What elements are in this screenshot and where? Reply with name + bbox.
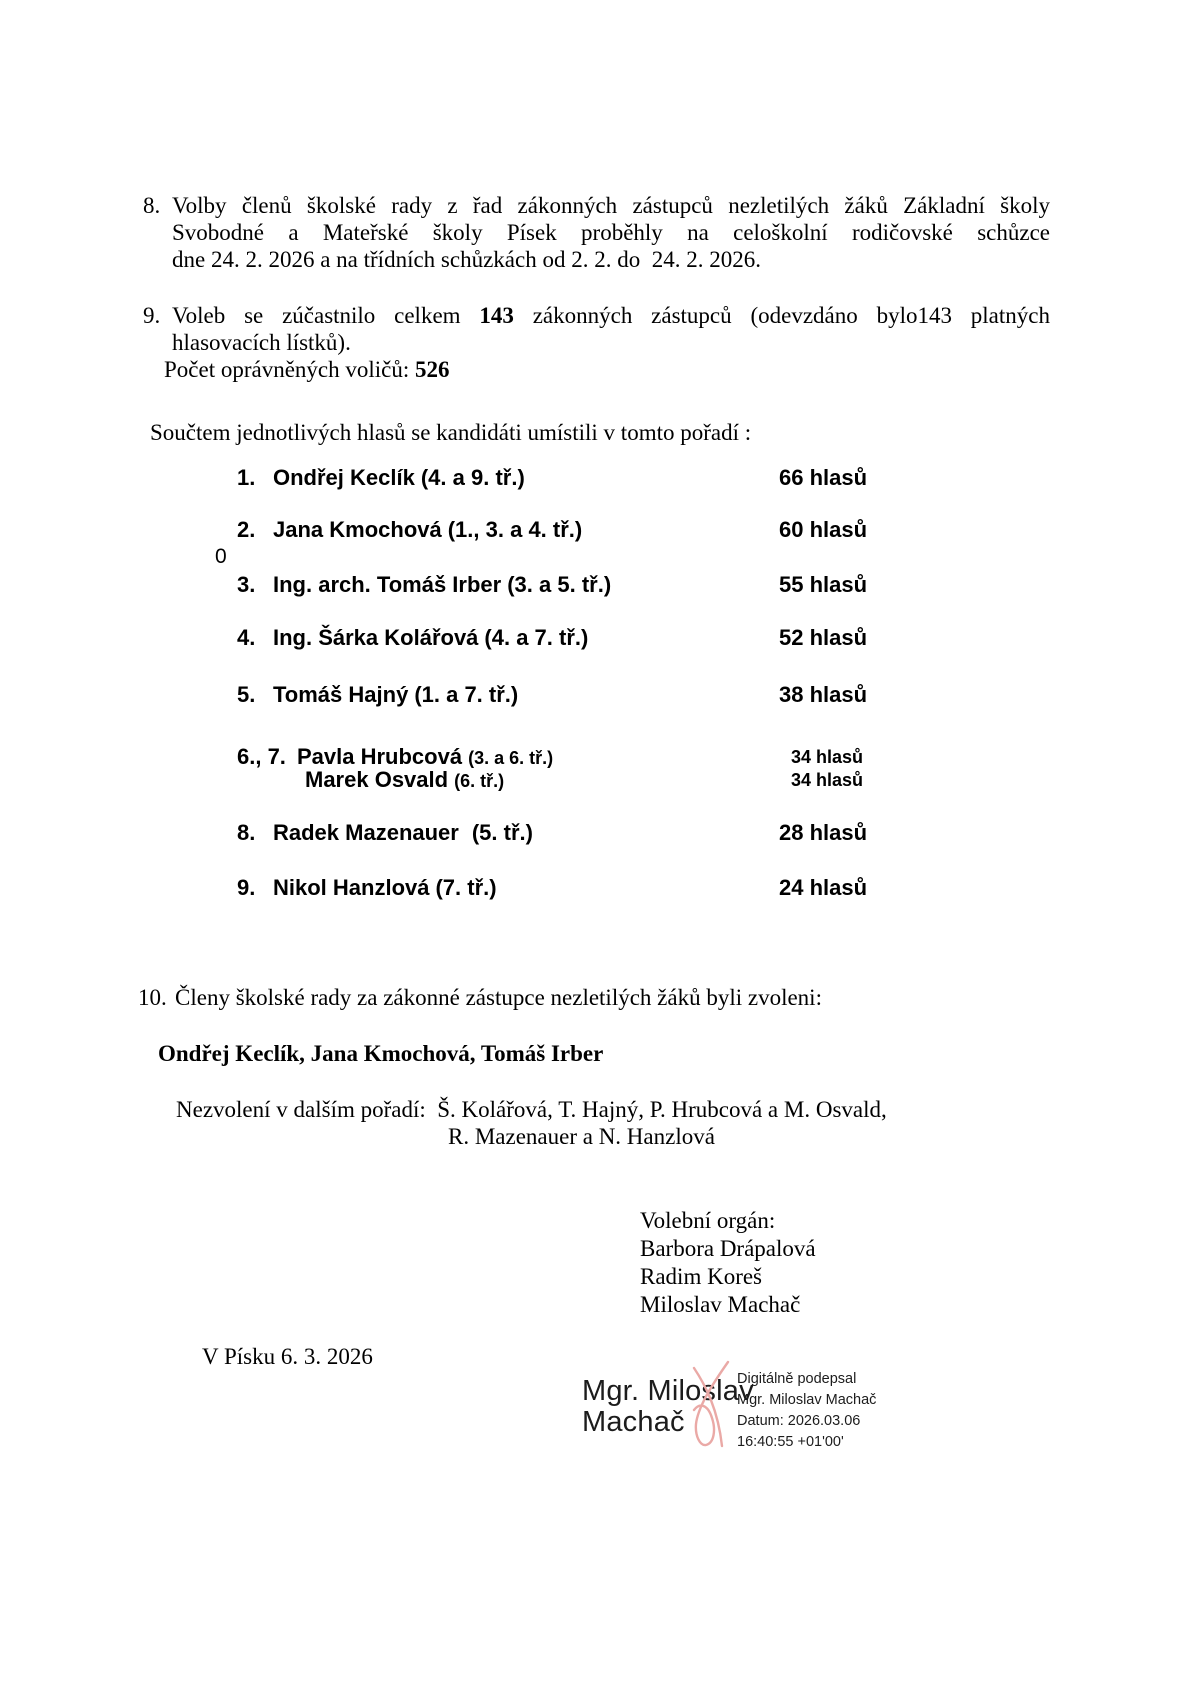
candidate-name: Nikol Hanzlová bbox=[273, 875, 430, 900]
result-name-and-class bbox=[273, 682, 518, 708]
result-row bbox=[0, 682, 1190, 712]
result-name-and-class bbox=[273, 820, 533, 846]
candidate-classes: (5. tř.) bbox=[471, 820, 533, 845]
result-row bbox=[0, 820, 1190, 850]
result-row bbox=[0, 625, 1190, 655]
candidate-name: Pavla Hrubcová bbox=[297, 744, 463, 769]
signature-flourish-icon bbox=[684, 1358, 736, 1450]
item9-paragraph bbox=[164, 302, 1050, 383]
result-rank: 6., 7. bbox=[237, 744, 286, 769]
item8-line3: dne 24. 2. 2026 a na třídních schůzkách od 2. 2. do 24. 2. 2026. bbox=[172, 247, 761, 272]
candidate-classes: (1., 3. a 4. tř.) bbox=[447, 517, 583, 542]
result-row bbox=[0, 465, 1190, 495]
result-row bbox=[0, 767, 1190, 797]
item8-line1: Volby členů školské rady z řad zákonných zástupců nezletilých žáků Základní školy bbox=[172, 193, 1050, 218]
item8-line2: Svobodné a Mateřské školy Písek proběhly na celoškolní rodičovské schůzce bbox=[172, 220, 1050, 245]
result-rank: 2. bbox=[237, 517, 256, 542]
signature-detail-line: Mgr. Miloslav Machač bbox=[737, 1392, 877, 1408]
item9-line3 bbox=[164, 356, 1050, 383]
candidate-classes: (1. a 7. tř.) bbox=[414, 682, 519, 707]
candidate-classes: (7. tř.) bbox=[435, 875, 497, 900]
item10-number: 10. bbox=[138, 985, 167, 1010]
result-name-and-class bbox=[305, 767, 504, 793]
result-name-and-class bbox=[273, 625, 588, 651]
committee-member: Barbora Drápalová bbox=[640, 1236, 816, 1261]
item8-number: 8. bbox=[143, 193, 161, 218]
result-name-and-class bbox=[273, 517, 582, 543]
item9-number: 9. bbox=[143, 303, 161, 328]
committee-label: Volební orgán: bbox=[640, 1208, 776, 1233]
signature-name-line2: Machač bbox=[582, 1406, 685, 1438]
signature-detail-line: Datum: 2026.03.06 bbox=[737, 1413, 861, 1429]
eligible-voters-count: 526 bbox=[415, 357, 450, 382]
signature-name-line1: Mgr. Miloslav bbox=[582, 1375, 754, 1407]
result-rank: 9. bbox=[237, 875, 256, 900]
result-row bbox=[0, 517, 1190, 547]
candidate-name: Ing. Šárka Kolářová bbox=[273, 625, 479, 650]
item10-text: Členy školské rady za zákonné zástupce nezletilých žáků byli zvoleni: bbox=[175, 985, 822, 1010]
item9-line2: hlasovacích lístků). bbox=[172, 330, 351, 355]
committee-member: Miloslav Machač bbox=[640, 1292, 801, 1317]
committee-member: Radim Koreš bbox=[640, 1264, 763, 1289]
not-elected-line2: R. Mazenauer a N. Hanzlová bbox=[448, 1124, 715, 1149]
signature-detail-line: Digitálně podepsal bbox=[737, 1371, 857, 1387]
result-rank: 1. bbox=[237, 465, 256, 490]
result-name-and-class bbox=[273, 572, 611, 598]
signature-detail-line: 16:40:55 +01'00' bbox=[737, 1434, 844, 1450]
election-committee bbox=[640, 1207, 816, 1319]
candidate-classes: (4. a 9. tř.) bbox=[420, 465, 525, 490]
result-rank: 5. bbox=[237, 682, 256, 707]
candidate-classes: (6. tř.) bbox=[454, 771, 505, 791]
item9-line1-post: zákonných zástupců (odevzdáno bylo143 platných bbox=[513, 303, 1050, 328]
place-date: V Písku 6. 3. 2026 bbox=[202, 1344, 373, 1369]
item8-paragraph bbox=[172, 192, 1050, 273]
result-votes: 66 hlasů bbox=[779, 465, 868, 490]
result-name-and-class bbox=[273, 875, 497, 901]
not-elected-line1: Nezvolení v dalším pořadí: Š. Kolářová, T. Hajný, P. Hrubcová a M. Osvald, bbox=[176, 1097, 887, 1122]
results-intro: Součtem jednotlivých hlasů se kandidáti umístili v tomto pořadí : bbox=[150, 420, 752, 445]
candidate-classes: (3. a 5. tř.) bbox=[507, 572, 612, 597]
result-votes: 24 hlasů bbox=[779, 875, 868, 900]
result-votes: 55 hlasů bbox=[779, 572, 868, 597]
result-row bbox=[0, 572, 1190, 602]
eligible-voters-label: Počet oprávněných voličů: bbox=[164, 357, 416, 382]
result-votes: 38 hlasů bbox=[779, 682, 868, 707]
result-votes: 34 hlasů bbox=[791, 770, 864, 790]
result-row bbox=[0, 875, 1190, 905]
candidate-classes: (4. a 7. tř.) bbox=[484, 625, 589, 650]
stray-zero-text: 0 bbox=[215, 545, 227, 568]
result-votes: 34 hlasů bbox=[791, 747, 864, 767]
candidate-name: Ing. arch. Tomáš Irber bbox=[273, 572, 502, 597]
signature-details bbox=[737, 1369, 876, 1453]
result-votes: 60 hlasů bbox=[779, 517, 868, 542]
candidate-name: Jana Kmochová bbox=[273, 517, 442, 542]
result-rank: 4. bbox=[237, 625, 256, 650]
candidate-name: Radek Mazenauer bbox=[273, 820, 459, 845]
result-rank: 8. bbox=[237, 820, 256, 845]
candidate-classes: (3. a 6. tř.) bbox=[468, 748, 554, 768]
candidate-name: Ondřej Keclík bbox=[273, 465, 415, 490]
result-votes: 28 hlasů bbox=[779, 820, 868, 845]
item9-total-voters: 143 bbox=[479, 303, 514, 328]
result-votes: 52 hlasů bbox=[779, 625, 868, 650]
item9-line1 bbox=[172, 302, 1050, 329]
candidate-name: Tomáš Hajný bbox=[273, 682, 409, 707]
result-rank: 3. bbox=[237, 572, 256, 597]
item9-line1-pre: Voleb se zúčastnilo celkem bbox=[172, 303, 480, 328]
elected-members: Ondřej Keclík, Jana Kmochová, Tomáš Irber bbox=[158, 1041, 604, 1066]
candidate-name: Marek Osvald bbox=[305, 767, 449, 792]
result-name-and-class bbox=[273, 465, 525, 491]
